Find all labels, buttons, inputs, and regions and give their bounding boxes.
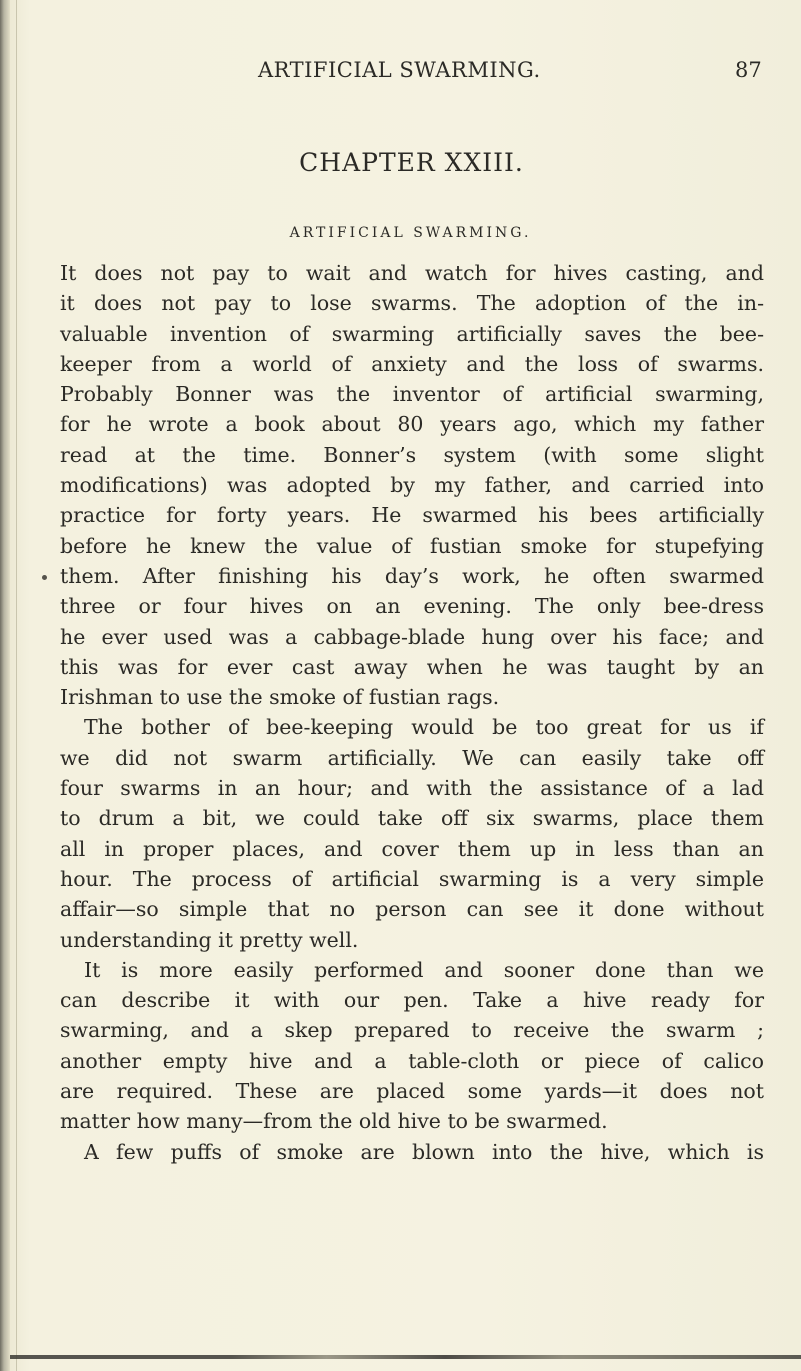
text-line: it does not pay to lose swarms. The adoption of the in- xyxy=(60,291,764,316)
text-line: modifications) was adopted by my father, and carried into xyxy=(60,473,764,498)
text-line: A few puffs of smoke are blown into the hive, which is xyxy=(84,1139,764,1164)
text-line: can describe it with our pen. Take a hive ready for xyxy=(60,988,764,1013)
text-line: valuable invention of swarming artificially saves the bee- xyxy=(60,321,764,346)
text-line: them. After finishing his day’s work, he often swarmed xyxy=(60,563,764,588)
text-line: for he wrote a book about 80 years ago, which my father xyxy=(60,412,764,437)
page-bottom-edge xyxy=(10,1355,801,1359)
text-line: he ever used was a cabbage-blade hung over his face; and xyxy=(60,624,764,649)
text-line: another empty hive and a table-cloth or piece of calico xyxy=(60,1048,764,1073)
text-line: read at the time. Bonner’s system (with some slight xyxy=(60,442,764,467)
text-line: this was for ever cast away when he was taught by an xyxy=(60,654,764,679)
page-number: 87 xyxy=(735,58,762,82)
text-line: Irishman to use the smoke of fustian rags. xyxy=(60,685,500,710)
body-text xyxy=(60,258,764,1167)
running-head xyxy=(0,58,801,88)
page-gutter-line xyxy=(16,0,17,1371)
text-line: The bother of bee-keeping would be too great for us if xyxy=(84,715,764,740)
text-line: swarming, and a skep prepared to receive the swarm ; xyxy=(60,1018,764,1043)
text-line: understanding it pretty well. xyxy=(60,927,359,952)
page-binding-edge xyxy=(0,0,10,1371)
text-line: are required. These are placed some yards—it does not xyxy=(60,1079,764,1104)
text-line: three or four hives on an evening. The only bee-dress xyxy=(60,594,764,619)
text-line: It is more easily performed and sooner done than we xyxy=(84,957,764,982)
text-line: practice for forty years. He swarmed his bees artificially xyxy=(60,503,764,528)
text-line: hour. The process of artificial swarming is a very simple xyxy=(60,866,764,891)
chapter-title: CHAPTER XXIII. xyxy=(299,148,524,177)
text-line: we did not swarm artificially. We can easily take off xyxy=(60,745,764,770)
chapter-subtitle: ARTIFICIAL SWARMING. xyxy=(289,225,532,241)
text-line: matter how many—from the old hive to be swarmed. xyxy=(60,1109,608,1134)
text-line: four swarms in an hour; and with the assistance of a lad xyxy=(60,776,764,801)
text-line: It does not pay to wait and watch for hives casting, and xyxy=(60,261,764,285)
text-line: affair—so simple that no person can see it done without xyxy=(60,897,764,922)
text-line: to drum a bit, we could take off six swarms, place them xyxy=(60,806,764,831)
text-line: keeper from a world of anxiety and the loss of swarms. xyxy=(60,351,764,376)
text-line: Probably Bonner was the inventor of artificial swarming, xyxy=(60,382,764,407)
margin-dot-mark xyxy=(42,575,47,580)
running-head-title: ARTIFICIAL SWARMING. xyxy=(258,58,541,82)
text-line: all in proper places, and cover them up in less than an xyxy=(60,836,764,861)
text-line: before he knew the value of fustian smoke for stupefying xyxy=(60,533,764,558)
